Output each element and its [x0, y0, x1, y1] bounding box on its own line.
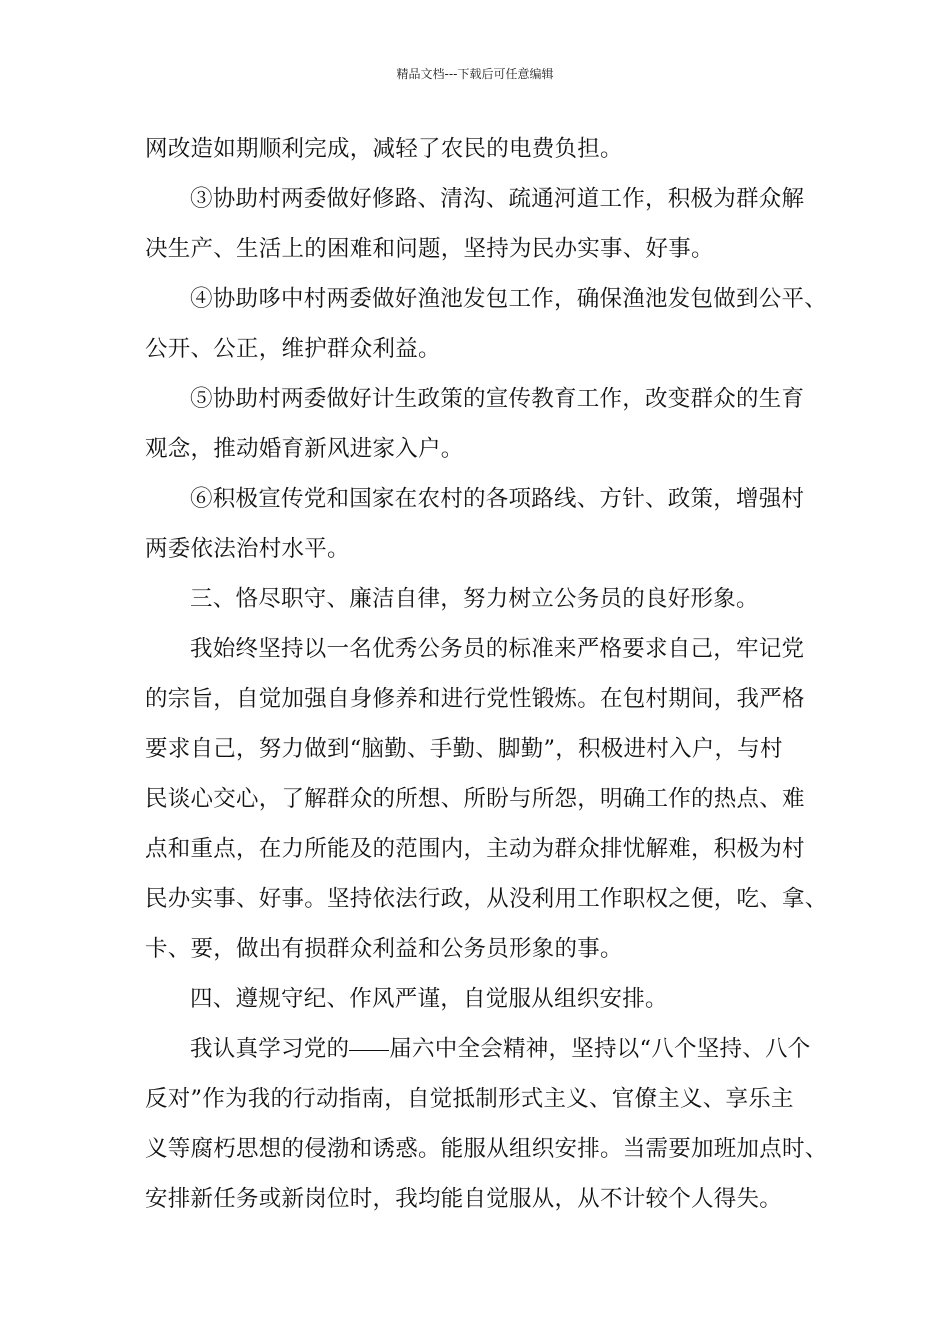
text-line: 卡、要，做出有损群众利益和公务员形象的事。	[145, 936, 623, 962]
text-line: 公开、公正，维护群众利益。	[145, 336, 441, 362]
text-line: ④协助哆中村两委做好渔池发包工作，确保渔池发包做到公平、	[190, 286, 828, 312]
document-body	[145, 124, 829, 1224]
text-line: 的宗旨，自觉加强自身修养和进行党性锻炼。在包村期间，我严格	[145, 686, 805, 712]
text-line: ⑥积极宣传党和国家在农村的各项路线、方针、政策，增强村	[190, 486, 805, 512]
text-line: 网改造如期顺利完成，减轻了农民的电费负担。	[145, 136, 623, 162]
text-line: 两委依法治村水平。	[145, 536, 350, 562]
section-heading: 四、遵规守纪、作风严谨，自觉服从组织安排。	[190, 986, 668, 1012]
text-line: 要求自己，努力做到“脑勤、手勤、脚勤”，积极进村入户，与村	[145, 736, 783, 762]
page-header: 精品文档---下载后可任意编辑	[396, 67, 554, 81]
text-line: ③协助村两委做好修路、清沟、疏通河道工作，积极为群众解	[190, 186, 805, 212]
text-line: 民谈心交心，了解群众的所想、所盼与所怨，明确工作的热点、难	[145, 786, 805, 812]
text-line: 反对”作为我的行动指南，自觉抵制形式主义、官僚主义、享乐主	[145, 1086, 794, 1112]
text-line: ⑤协助村两委做好计生政策的宣传教育工作，改变群众的生育	[190, 386, 805, 412]
text-line	[145, 1024, 829, 1074]
text-line: 安排新任务或新岗位时，我均能自觉服从，从不计较个人得失。	[145, 1186, 783, 1212]
text-line: 我始终坚持以一名优秀公务员的标准来严格要求自己，牢记党	[190, 636, 805, 662]
text-line: 点和重点，在力所能及的范围内，主动为群众排忧解难，积极为村	[145, 836, 805, 862]
text-fragment: 届六中全会精神，坚持以“八个坚持、八个	[389, 1036, 811, 1062]
text-line: 观念，推动婚育新风进家入户。	[145, 436, 464, 462]
blank-underline	[349, 1049, 389, 1051]
text-line: 决生产、生活上的困难和问题，坚持为民办实事、好事。	[145, 236, 714, 262]
text-line: 义等腐朽思想的侵渤和诱惑。能服从组织安排。当需要加班加点时、	[145, 1136, 828, 1162]
text-fragment: 我认真学习党的	[190, 1036, 350, 1062]
section-heading: 三、恪尽职守、廉洁自律，努力树立公务员的良好形象。	[190, 586, 759, 612]
text-line: 民办实事、好事。坚持依法行政，从没利用工作职权之便，吃、拿、	[145, 886, 828, 912]
